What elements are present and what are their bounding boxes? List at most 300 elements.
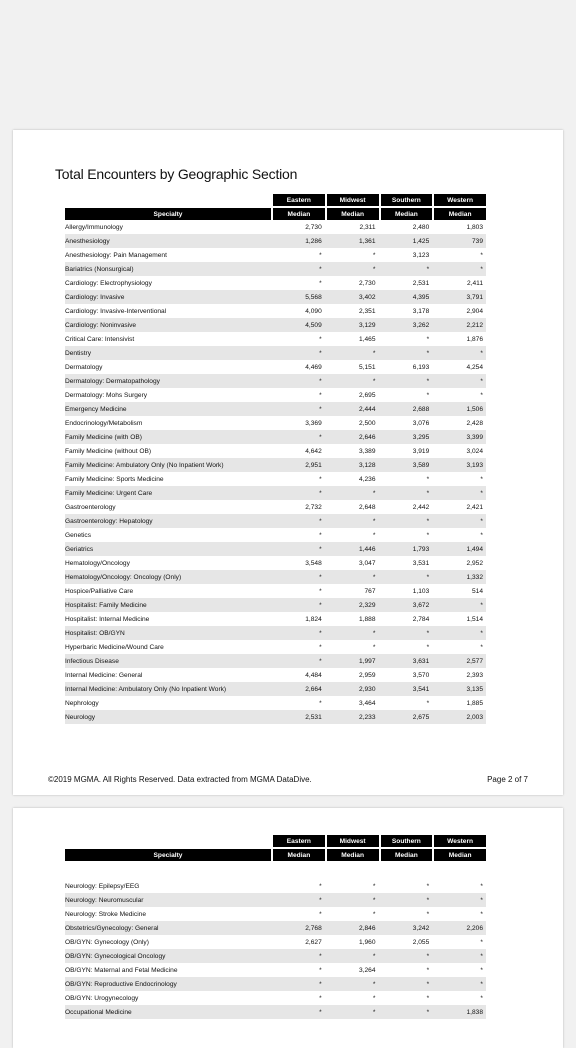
table-row bbox=[65, 1005, 486, 1019]
specialty-cell: Obstetrics/Gynecology: General bbox=[65, 921, 271, 935]
median-value-cell: 2,500 bbox=[358, 419, 376, 427]
median-value-cell: 2,664 bbox=[271, 682, 325, 696]
median-value-cell: 4,642 bbox=[305, 447, 322, 455]
median-value-cell: 2,212 bbox=[432, 318, 486, 332]
median-value-cell: * bbox=[432, 598, 486, 612]
median-value-cell: 2,531 bbox=[412, 279, 430, 287]
median-header: Median bbox=[325, 206, 379, 220]
table-row bbox=[65, 290, 486, 304]
median-value-cell: * bbox=[426, 475, 430, 483]
median-value-cell: 3,076 bbox=[412, 419, 430, 427]
median-value-cell: * bbox=[319, 966, 322, 974]
specialty-cell: Hyperbaric Medicine/Wound Care bbox=[65, 643, 164, 651]
median-value-cell: 3,178 bbox=[412, 307, 430, 315]
region-header-midwest: Midwest bbox=[325, 835, 379, 847]
median-header: Median bbox=[432, 847, 486, 861]
region-header-western: Western bbox=[432, 194, 486, 206]
median-value-cell: * bbox=[432, 949, 486, 963]
median-value-cell: * bbox=[372, 910, 376, 918]
median-value-cell: * bbox=[319, 643, 322, 651]
specialty-cell: Hospitalist: OB/GYN bbox=[65, 626, 271, 640]
specialty-cell: Genetics bbox=[65, 531, 92, 539]
median-value-cell: * bbox=[426, 966, 430, 974]
median-header: Median bbox=[379, 847, 433, 861]
specialty-cell: Endocrinology/Metabolism bbox=[65, 419, 143, 427]
median-value-cell: * bbox=[379, 374, 433, 388]
encounters-table bbox=[65, 194, 486, 724]
median-value-cell: * bbox=[271, 977, 325, 991]
median-value-cell: 514 bbox=[471, 587, 483, 595]
median-value-cell: * bbox=[432, 893, 486, 907]
median-value-cell: 2,329 bbox=[325, 598, 379, 612]
table-row bbox=[65, 963, 486, 977]
median-value-cell: 2,055 bbox=[412, 938, 430, 946]
specialty-header: Specialty bbox=[65, 847, 271, 861]
specialty-cell: Dentistry bbox=[65, 346, 271, 360]
median-value-cell: 1,824 bbox=[305, 615, 322, 623]
table-row bbox=[65, 304, 486, 318]
specialty-cell: OB/GYN: Reproductive Endocrinology bbox=[65, 977, 271, 991]
median-value-cell: 3,262 bbox=[379, 318, 433, 332]
median-value-cell: * bbox=[480, 882, 483, 890]
median-value-cell: * bbox=[271, 570, 325, 584]
specialty-cell: Gastroenterology: Hepatology bbox=[65, 514, 271, 528]
specialty-cell: OB/GYN: Gynecology (Only) bbox=[65, 938, 149, 946]
median-value-cell: * bbox=[426, 391, 430, 399]
table-row bbox=[65, 402, 486, 416]
median-value-cell: 3,128 bbox=[325, 458, 379, 472]
table-body bbox=[65, 879, 486, 1019]
median-value-cell: 2,688 bbox=[379, 402, 433, 416]
median-value-cell: * bbox=[325, 570, 379, 584]
median-value-cell: 3,193 bbox=[432, 458, 486, 472]
median-value-cell: 2,351 bbox=[358, 307, 376, 315]
median-value-cell: 2,627 bbox=[305, 938, 322, 946]
specialty-cell: Family Medicine (without OB) bbox=[65, 447, 152, 455]
region-header-eastern: Eastern bbox=[271, 194, 325, 206]
median-value-cell: * bbox=[271, 654, 325, 668]
median-value-cell: 1,446 bbox=[325, 542, 379, 556]
median-value-cell: 2,428 bbox=[466, 419, 483, 427]
table-row bbox=[65, 318, 486, 332]
specialty-cell: Family Medicine: Ambulatory Only (No Inpatient Work) bbox=[65, 458, 271, 472]
median-value-cell: * bbox=[426, 699, 430, 707]
median-value-cell: * bbox=[319, 475, 322, 483]
table-body bbox=[65, 220, 486, 724]
median-value-cell: 3,548 bbox=[305, 559, 322, 567]
table-row bbox=[65, 542, 486, 556]
median-value-cell: 2,411 bbox=[466, 279, 483, 287]
median-value-cell: 3,541 bbox=[379, 682, 433, 696]
median-value-cell: * bbox=[319, 391, 322, 399]
median-value-cell: * bbox=[426, 531, 430, 539]
specialty-cell: Bariatrics (Nonsurgical) bbox=[65, 262, 271, 276]
median-value-cell: 1,838 bbox=[432, 1005, 486, 1019]
median-value-cell: 2,904 bbox=[466, 307, 483, 315]
table-row bbox=[65, 977, 486, 991]
table-row bbox=[65, 458, 486, 472]
specialty-cell: Family Medicine: Urgent Care bbox=[65, 486, 271, 500]
specialty-cell: Internal Medicine: Ambulatory Only (No Inpatient Work) bbox=[65, 682, 271, 696]
table-row bbox=[65, 220, 486, 234]
median-value-cell: * bbox=[271, 949, 325, 963]
median-value-cell: * bbox=[372, 643, 376, 651]
specialty-cell: OB/GYN: Urogynecology bbox=[65, 994, 139, 1002]
median-value-cell: * bbox=[271, 346, 325, 360]
median-value-cell: 2,003 bbox=[432, 710, 486, 724]
table-row bbox=[65, 430, 486, 444]
median-value-cell: 2,951 bbox=[271, 458, 325, 472]
specialty-cell: Hospitalist: Family Medicine bbox=[65, 598, 271, 612]
median-value-cell: 2,675 bbox=[379, 710, 433, 724]
table-row bbox=[65, 514, 486, 528]
median-value-cell: * bbox=[432, 514, 486, 528]
median-value-cell: 767 bbox=[364, 587, 376, 595]
median-value-cell: * bbox=[379, 626, 433, 640]
median-value-cell: * bbox=[319, 910, 322, 918]
median-value-cell: 5,568 bbox=[271, 290, 325, 304]
region-header-western: Western bbox=[432, 835, 486, 847]
region-header-midwest: Midwest bbox=[325, 194, 379, 206]
median-value-cell: * bbox=[480, 910, 483, 918]
specialty-cell: Neurology: Stroke Medicine bbox=[65, 910, 146, 918]
median-value-cell: 2,233 bbox=[325, 710, 379, 724]
median-value-cell: * bbox=[325, 486, 379, 500]
median-value-cell: * bbox=[325, 374, 379, 388]
specialty-cell: Neurology bbox=[65, 710, 271, 724]
median-value-cell: 3,242 bbox=[379, 921, 433, 935]
median-value-cell: * bbox=[325, 949, 379, 963]
specialty-cell: Allergy/Immunology bbox=[65, 223, 123, 231]
median-value-cell: * bbox=[319, 587, 322, 595]
specialty-cell: Dermatology: Mohs Surgery bbox=[65, 391, 148, 399]
median-value-cell: 2,952 bbox=[466, 559, 483, 567]
specialty-cell: Critical Care: Intensivist bbox=[65, 335, 135, 343]
table-row bbox=[65, 949, 486, 963]
median-value-cell: 3,389 bbox=[358, 447, 376, 455]
table-row bbox=[65, 598, 486, 612]
specialty-cell: Neurology: Neuromuscular bbox=[65, 893, 271, 907]
median-value-cell: 4,090 bbox=[305, 307, 322, 315]
copyright-footer: ©2019 MGMA. All Rights Reserved. Data extracted from MGMA DataDive. bbox=[48, 775, 312, 784]
table-row bbox=[65, 710, 486, 724]
median-value-cell: 1,888 bbox=[358, 615, 376, 623]
median-value-cell: * bbox=[432, 486, 486, 500]
median-value-cell: * bbox=[379, 262, 433, 276]
median-value-cell: 739 bbox=[432, 234, 486, 248]
median-value-cell: * bbox=[271, 626, 325, 640]
median-value-cell: * bbox=[271, 514, 325, 528]
table-row bbox=[65, 556, 486, 570]
specialty-cell: Emergency Medicine bbox=[65, 402, 271, 416]
table-row bbox=[65, 276, 486, 290]
median-value-cell: 1,876 bbox=[466, 335, 483, 343]
table-row bbox=[65, 682, 486, 696]
specialty-cell: Family Medicine (with OB) bbox=[65, 430, 271, 444]
table-row bbox=[65, 893, 486, 907]
table-row bbox=[65, 654, 486, 668]
median-value-cell: 2,930 bbox=[325, 682, 379, 696]
median-value-cell: * bbox=[432, 374, 486, 388]
specialty-cell: Anesthesiology bbox=[65, 234, 271, 248]
median-value-cell: 3,672 bbox=[379, 598, 433, 612]
median-value-cell: 3,631 bbox=[379, 654, 433, 668]
median-value-cell: 5,151 bbox=[358, 363, 376, 371]
median-value-cell: 3,464 bbox=[358, 699, 376, 707]
table-row bbox=[65, 626, 486, 640]
median-value-cell: * bbox=[426, 910, 430, 918]
median-header: Median bbox=[271, 206, 325, 220]
median-value-cell: 2,646 bbox=[325, 430, 379, 444]
median-value-cell: * bbox=[319, 335, 322, 343]
table-row bbox=[65, 416, 486, 430]
median-value-cell: 1,425 bbox=[379, 234, 433, 248]
median-value-cell: 3,369 bbox=[305, 419, 322, 427]
median-value-cell: * bbox=[319, 279, 322, 287]
median-value-cell: 2,784 bbox=[412, 615, 430, 623]
specialty-cell: Occupational Medicine bbox=[65, 1005, 271, 1019]
report-page-2 bbox=[13, 130, 563, 795]
table-row bbox=[65, 668, 486, 682]
median-value-cell: * bbox=[379, 1005, 433, 1019]
encounters-table bbox=[65, 835, 486, 1019]
median-value-cell: 1,332 bbox=[432, 570, 486, 584]
table-row bbox=[65, 500, 486, 514]
median-value-cell: 2,577 bbox=[432, 654, 486, 668]
median-value-cell: 1,361 bbox=[325, 234, 379, 248]
specialty-cell: Hematology/Oncology bbox=[65, 559, 130, 567]
median-value-cell: 4,236 bbox=[358, 475, 376, 483]
median-value-cell: * bbox=[379, 570, 433, 584]
median-value-cell: * bbox=[319, 994, 322, 1002]
median-value-cell: * bbox=[271, 402, 325, 416]
specialty-cell: Geriatrics bbox=[65, 542, 271, 556]
median-value-cell: 2,311 bbox=[359, 223, 376, 231]
median-value-cell: 3,024 bbox=[466, 447, 483, 455]
table-row bbox=[65, 234, 486, 248]
specialty-cell: Internal Medicine: General bbox=[65, 671, 143, 679]
median-value-cell: * bbox=[480, 475, 483, 483]
median-value-cell: * bbox=[480, 643, 483, 651]
median-value-cell: * bbox=[379, 486, 433, 500]
table-row bbox=[65, 612, 486, 626]
median-value-cell: 3,399 bbox=[432, 430, 486, 444]
median-value-cell: 1,997 bbox=[325, 654, 379, 668]
median-value-cell: 1,514 bbox=[466, 615, 483, 623]
median-value-cell: * bbox=[480, 391, 483, 399]
table-row bbox=[65, 991, 486, 1005]
median-value-cell: * bbox=[426, 994, 430, 1002]
median-value-cell: * bbox=[325, 262, 379, 276]
median-value-cell: 3,531 bbox=[412, 559, 430, 567]
median-value-cell: 2,206 bbox=[432, 921, 486, 935]
specialty-cell: Dermatology: Dermatopathology bbox=[65, 374, 271, 388]
median-value-cell: * bbox=[325, 977, 379, 991]
median-value-cell: 1,803 bbox=[466, 223, 483, 231]
median-value-cell: * bbox=[432, 977, 486, 991]
median-value-cell: * bbox=[432, 346, 486, 360]
median-value-cell: 2,648 bbox=[358, 503, 376, 511]
median-value-cell: * bbox=[372, 251, 376, 259]
specialty-cell: Cardiology: Invasive bbox=[65, 290, 271, 304]
median-value-cell: * bbox=[271, 893, 325, 907]
specialty-header: Specialty bbox=[65, 206, 271, 220]
median-value-cell: 3,129 bbox=[325, 318, 379, 332]
median-value-cell: 1,286 bbox=[271, 234, 325, 248]
median-value-cell: 2,531 bbox=[271, 710, 325, 724]
median-value-cell: * bbox=[271, 430, 325, 444]
table-row bbox=[65, 570, 486, 584]
table-row bbox=[65, 935, 486, 949]
median-value-cell: 1,494 bbox=[432, 542, 486, 556]
median-value-cell: 2,959 bbox=[358, 671, 376, 679]
table-row bbox=[65, 346, 486, 360]
median-value-cell: * bbox=[271, 486, 325, 500]
median-value-cell: * bbox=[325, 346, 379, 360]
median-value-cell: 6,193 bbox=[412, 363, 430, 371]
specialty-cell: Anesthesiology: Pain Management bbox=[65, 251, 167, 259]
median-value-cell: * bbox=[319, 882, 322, 890]
median-header: Median bbox=[271, 847, 325, 861]
median-value-cell: 2,768 bbox=[271, 921, 325, 935]
specialty-cell: Gastroenterology bbox=[65, 503, 116, 511]
specialty-cell: OB/GYN: Maternal and Fetal Medicine bbox=[65, 966, 178, 974]
table-row bbox=[65, 907, 486, 921]
median-value-cell: 1,885 bbox=[466, 699, 483, 707]
median-value-cell: 2,846 bbox=[325, 921, 379, 935]
median-value-cell: 2,444 bbox=[325, 402, 379, 416]
median-value-cell: * bbox=[271, 262, 325, 276]
table-row bbox=[65, 696, 486, 710]
table-row bbox=[65, 388, 486, 402]
median-value-cell: * bbox=[271, 374, 325, 388]
table-row bbox=[65, 472, 486, 486]
median-value-cell: 4,509 bbox=[271, 318, 325, 332]
median-value-cell: * bbox=[379, 977, 433, 991]
specialty-cell: Cardiology: Electrophysiology bbox=[65, 279, 152, 287]
median-value-cell: 2,442 bbox=[412, 503, 430, 511]
specialty-cell: Nephrology bbox=[65, 699, 99, 707]
median-value-cell: 3,295 bbox=[379, 430, 433, 444]
median-value-cell: * bbox=[379, 346, 433, 360]
table-row bbox=[65, 879, 486, 893]
table-row bbox=[65, 248, 486, 262]
table-row bbox=[65, 584, 486, 598]
median-value-cell: * bbox=[426, 335, 430, 343]
median-value-cell: 1,103 bbox=[412, 587, 430, 595]
median-value-cell: * bbox=[379, 514, 433, 528]
table-row bbox=[65, 360, 486, 374]
median-value-cell: * bbox=[480, 966, 483, 974]
table-row bbox=[65, 528, 486, 542]
median-value-cell: 3,047 bbox=[358, 559, 376, 567]
region-header-southern: Southern bbox=[379, 194, 433, 206]
median-value-cell: 4,469 bbox=[305, 363, 322, 371]
table-row bbox=[65, 921, 486, 935]
specialty-cell: Cardiology: Invasive-Interventional bbox=[65, 307, 167, 315]
table-row bbox=[65, 640, 486, 654]
median-value-cell: 4,395 bbox=[379, 290, 433, 304]
median-value-cell: * bbox=[325, 626, 379, 640]
median-value-cell: * bbox=[319, 531, 322, 539]
median-value-cell: * bbox=[372, 531, 376, 539]
page-number: Page 2 of 7 bbox=[487, 775, 528, 784]
region-header-eastern: Eastern bbox=[271, 835, 325, 847]
median-value-cell: 4,484 bbox=[305, 671, 322, 679]
median-value-cell: 2,730 bbox=[305, 223, 322, 231]
median-value-cell: * bbox=[325, 1005, 379, 1019]
median-value-cell: * bbox=[426, 643, 430, 651]
median-value-cell: 3,589 bbox=[379, 458, 433, 472]
median-value-cell: * bbox=[325, 893, 379, 907]
median-value-cell: 1,793 bbox=[379, 542, 433, 556]
median-value-cell: 3,919 bbox=[412, 447, 430, 455]
specialty-cell: Hematology/Oncology: Oncology (Only) bbox=[65, 570, 271, 584]
specialty-cell: Hospice/Palliative Care bbox=[65, 587, 134, 595]
median-value-cell: * bbox=[379, 949, 433, 963]
median-value-cell: * bbox=[325, 514, 379, 528]
median-value-cell: * bbox=[372, 994, 376, 1002]
median-value-cell: * bbox=[480, 994, 483, 1002]
median-value-cell: 3,402 bbox=[325, 290, 379, 304]
median-header: Median bbox=[432, 206, 486, 220]
median-value-cell: * bbox=[432, 262, 486, 276]
specialty-cell: Dermatology bbox=[65, 363, 103, 371]
median-value-cell: 2,732 bbox=[305, 503, 322, 511]
median-value-cell: * bbox=[372, 882, 376, 890]
table-row bbox=[65, 374, 486, 388]
specialty-cell: OB/GYN: Gynecological Oncology bbox=[65, 949, 271, 963]
report-page-3 bbox=[13, 808, 563, 1048]
median-value-cell: * bbox=[432, 626, 486, 640]
median-value-cell: * bbox=[319, 251, 322, 259]
median-value-cell: 1,465 bbox=[358, 335, 376, 343]
specialty-cell: Neurology: Epilepsy/EEG bbox=[65, 882, 140, 890]
median-value-cell: 2,480 bbox=[412, 223, 430, 231]
table-row bbox=[65, 486, 486, 500]
table-row bbox=[65, 332, 486, 346]
median-value-cell: 1,960 bbox=[358, 938, 376, 946]
median-value-cell: 3,264 bbox=[358, 966, 376, 974]
median-value-cell: 3,135 bbox=[432, 682, 486, 696]
median-value-cell: 2,730 bbox=[358, 279, 376, 287]
specialty-cell: Hospitalist: Internal Medicine bbox=[65, 615, 150, 623]
median-value-cell: * bbox=[379, 893, 433, 907]
median-value-cell: 4,254 bbox=[466, 363, 483, 371]
specialty-cell: Infectious Disease bbox=[65, 654, 271, 668]
median-value-cell: * bbox=[271, 1005, 325, 1019]
median-value-cell: 2,393 bbox=[466, 671, 483, 679]
table-row bbox=[65, 444, 486, 458]
median-value-cell: 3,791 bbox=[432, 290, 486, 304]
specialty-cell: Cardiology: Noninvasive bbox=[65, 318, 271, 332]
median-value-cell: * bbox=[480, 938, 483, 946]
median-value-cell: * bbox=[319, 699, 322, 707]
median-value-cell: * bbox=[480, 251, 483, 259]
table-row bbox=[65, 262, 486, 276]
median-value-cell: 1,506 bbox=[432, 402, 486, 416]
median-value-cell: * bbox=[426, 882, 430, 890]
median-value-cell: * bbox=[480, 531, 483, 539]
region-header-southern: Southern bbox=[379, 835, 433, 847]
median-value-cell: * bbox=[271, 542, 325, 556]
specialty-cell: Family Medicine: Sports Medicine bbox=[65, 475, 164, 483]
median-value-cell: 2,421 bbox=[466, 503, 483, 511]
median-value-cell: 3,570 bbox=[412, 671, 430, 679]
median-value-cell: * bbox=[271, 598, 325, 612]
median-value-cell: 3,123 bbox=[412, 251, 430, 259]
page-title: Total Encounters by Geographic Section bbox=[55, 166, 298, 182]
